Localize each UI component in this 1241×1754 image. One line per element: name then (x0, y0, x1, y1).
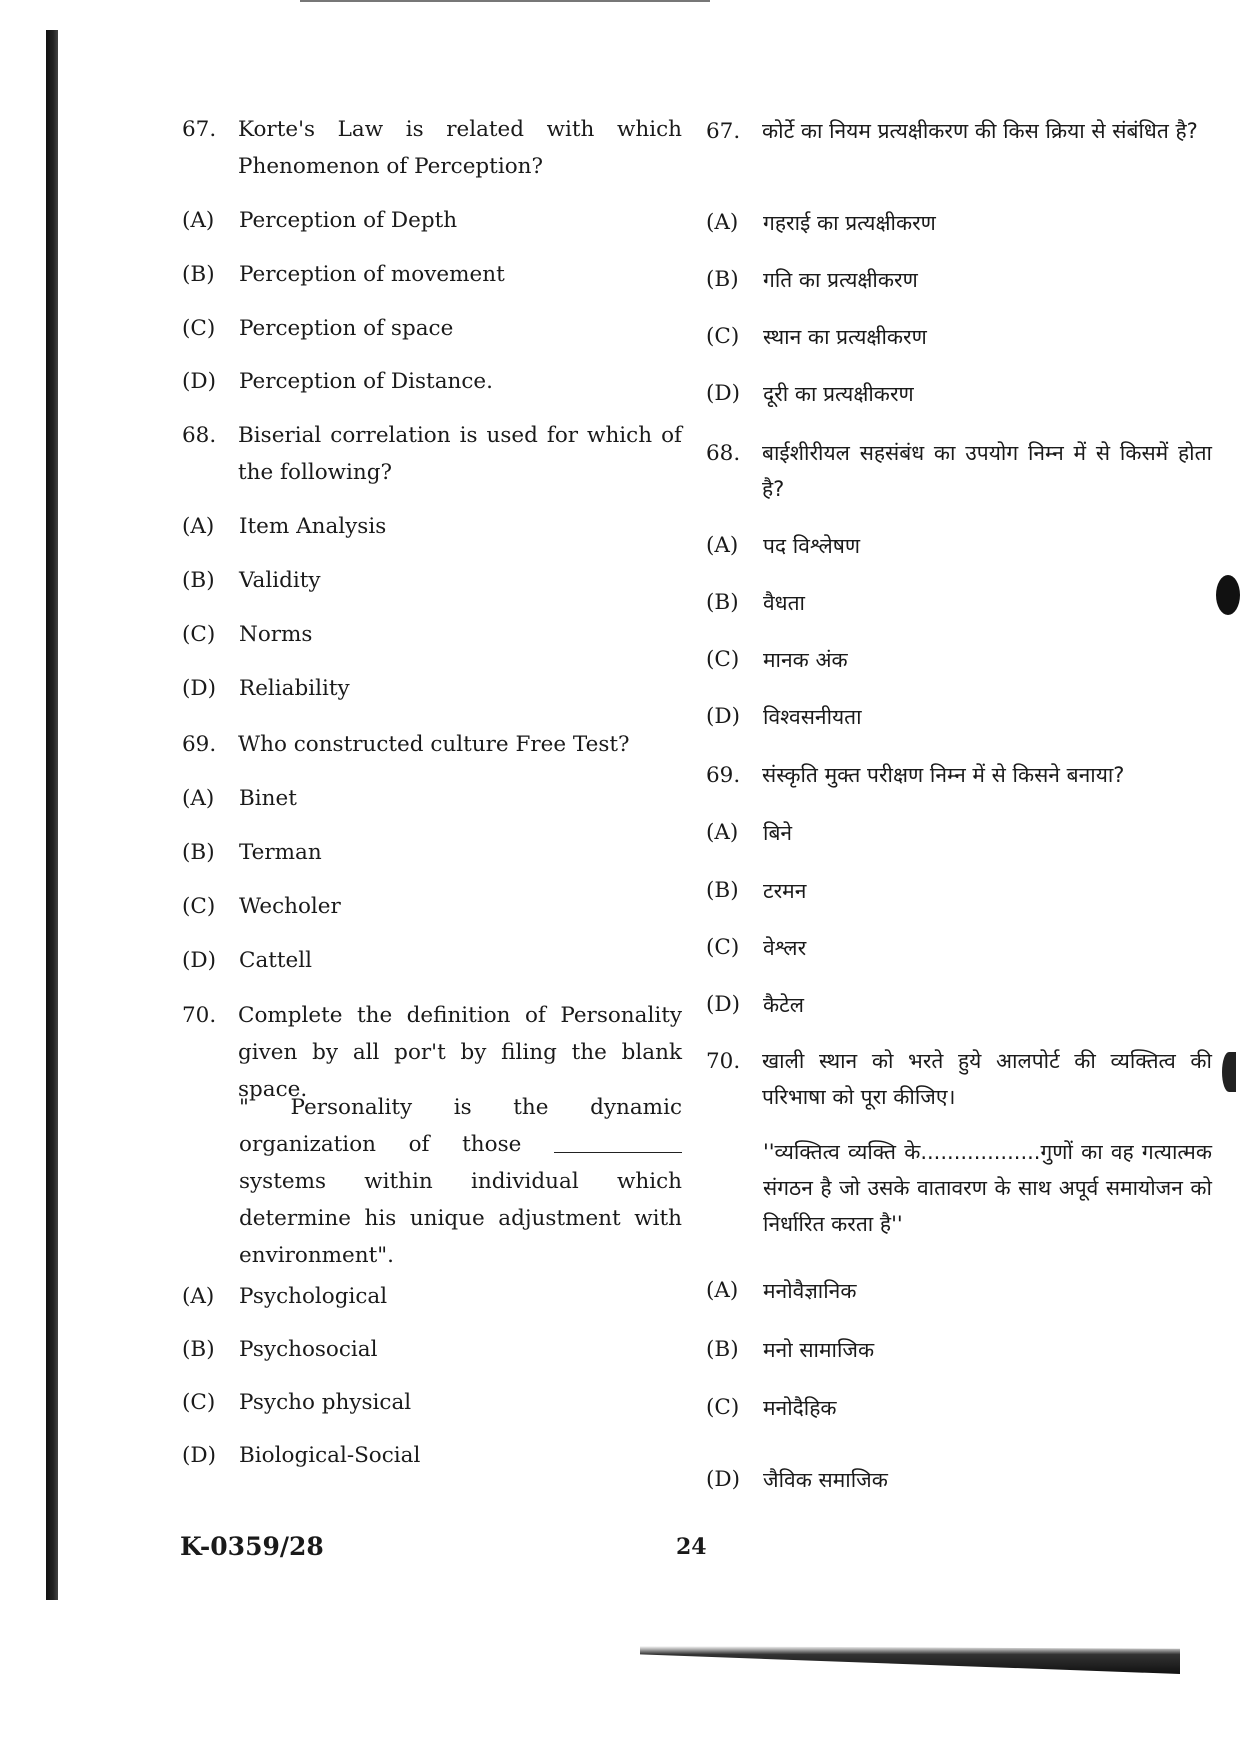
option-label: (A) (706, 533, 739, 558)
option-text: Cattell (239, 948, 313, 973)
option-label: (A) (706, 820, 739, 845)
question-number: 68. (706, 441, 741, 466)
option-label: (A) (706, 210, 739, 235)
option-label: (B) (182, 262, 215, 287)
option-label: (A) (182, 514, 215, 539)
option-label: (A) (182, 208, 215, 233)
question-number: 68. (182, 423, 217, 448)
option-label: (D) (182, 948, 217, 973)
option-text: वेश्लर (763, 936, 807, 960)
question-number: 70. (182, 1003, 217, 1028)
definition-quote-hi: ''व्यक्तित्व व्यक्ति के..................गुणों का वह गत्यात्मक संगठन है जो उसके वातावरण के साथ अपूर्व समायोजन को निर्धारित करता है'' (763, 1140, 1212, 1236)
option-text: बिने (763, 821, 793, 845)
option-label: (C) (706, 1395, 740, 1420)
option-text: Reliability (239, 676, 350, 701)
option-label: (C) (182, 1390, 216, 1415)
option-text: दूरी का प्रत्यक्षीकरण (763, 382, 914, 406)
option-label: (B) (182, 840, 215, 865)
option-text: विश्वसनीयता (763, 705, 862, 729)
option-text: Norms (239, 622, 313, 647)
punch-hole-mark (1216, 575, 1240, 615)
option-label: (D) (706, 381, 741, 406)
option-label: (B) (706, 878, 739, 903)
question-text: कोर्टे का नियम प्रत्यक्षीकरण की किस क्रिया से संबंधित है? (762, 119, 1198, 143)
option-label: (B) (706, 1337, 739, 1362)
question-text: खाली स्थान को भरते हुये आलपोर्ट की व्यक्तित्व की परिभाषा को पूरा कीजिए। (762, 1049, 1212, 1109)
option-text: स्थान का प्रत्यक्षीकरण (763, 325, 927, 349)
option-label: (C) (706, 935, 740, 960)
option-label: (A) (182, 786, 215, 811)
fill-in-blank (554, 1131, 682, 1154)
option-label: (B) (182, 1337, 215, 1362)
question-number: 70. (706, 1049, 741, 1074)
option-text: गहराई का प्रत्यक्षीकरण (763, 211, 936, 235)
option-label: (A) (706, 1278, 739, 1303)
option-text: कैटेल (763, 993, 804, 1017)
question-67-hi (706, 113, 1212, 149)
option-text: Biological-Social (239, 1443, 421, 1468)
question-68-en (182, 417, 682, 491)
option-label: (C) (182, 894, 216, 919)
question-text: Biserial correlation is used for which of the following? (238, 423, 682, 485)
question-68-hi (706, 435, 1212, 507)
option-label: (C) (706, 324, 740, 349)
definition-quote-en (239, 1089, 682, 1274)
question-number: 67. (182, 117, 217, 142)
option-text: वैधता (763, 591, 805, 615)
question-text: बाईशीरीयल सहसंबंध का उपयोग निम्न में से किसमें होता है? (762, 441, 1212, 501)
option-text: Perception of space (239, 316, 454, 341)
option-text: मानक अंक (763, 648, 848, 672)
option-label: (D) (706, 1467, 741, 1492)
option-text: जैविक समाजिक (763, 1468, 888, 1492)
option-label: (A) (182, 1284, 215, 1309)
question-text: Korte's Law is related with which Phenomenon of Perception? (238, 117, 682, 179)
option-label: (D) (182, 1443, 217, 1468)
option-text: मनोदैहिक (763, 1396, 837, 1420)
option-label: (D) (182, 676, 217, 701)
option-label: (B) (182, 568, 215, 593)
scan-edge-shadow (46, 30, 58, 1600)
page-number: 24 (676, 1534, 707, 1560)
option-text: टरमन (763, 879, 807, 903)
option-text: Terman (239, 840, 322, 865)
question-text: Who constructed culture Free Test? (238, 732, 630, 757)
option-text: Wecholer (239, 894, 341, 919)
option-text: Psychosocial (239, 1337, 378, 1362)
option-label: (D) (706, 992, 741, 1017)
question-text: Complete the definition of Personality given by all por't by filing the blank space. (238, 1003, 682, 1102)
option-label: (B) (706, 267, 739, 292)
option-text: Binet (239, 786, 297, 811)
option-text: Validity (239, 568, 321, 593)
option-label: (C) (182, 622, 216, 647)
top-rule (300, 0, 710, 2)
option-text: Psycho physical (239, 1390, 412, 1415)
question-69-hi (706, 757, 1212, 793)
option-text: Item Analysis (239, 514, 387, 539)
paper-code: K-0359/28 (180, 1532, 324, 1561)
question-text: संस्कृति मुक्त परीक्षण निम्न में से किसने बनाया? (762, 763, 1125, 787)
option-text: Psychological (239, 1284, 388, 1309)
option-text: Perception of movement (239, 262, 505, 287)
option-text: पद विश्लेषण (763, 534, 861, 558)
question-67-en (182, 111, 682, 185)
option-text: गति का प्रत्यक्षीकरण (763, 268, 918, 292)
option-text: Perception of Depth (239, 208, 458, 233)
scan-smudge (640, 1646, 1180, 1674)
question-70-hi (706, 1043, 1212, 1115)
option-label: (C) (706, 647, 740, 672)
option-text: मनोवैज्ञानिक (763, 1279, 857, 1303)
option-text: मनो सामाजिक (763, 1338, 875, 1362)
question-number: 67. (706, 119, 741, 144)
option-text: Perception of Distance. (239, 369, 493, 394)
option-label: (C) (182, 316, 216, 341)
punch-hole-mark (1222, 1052, 1236, 1092)
quote-text-end: systems within individual which determine his unique adjustment with environment". (239, 1169, 682, 1268)
question-number: 69. (182, 732, 217, 757)
quote-text-start: " Personality is the dynamic organization of those (239, 1095, 682, 1157)
question-number: 69. (706, 763, 741, 788)
option-label: (D) (182, 369, 217, 394)
option-label: (B) (706, 590, 739, 615)
option-label: (D) (706, 704, 741, 729)
question-69-en (182, 726, 682, 763)
